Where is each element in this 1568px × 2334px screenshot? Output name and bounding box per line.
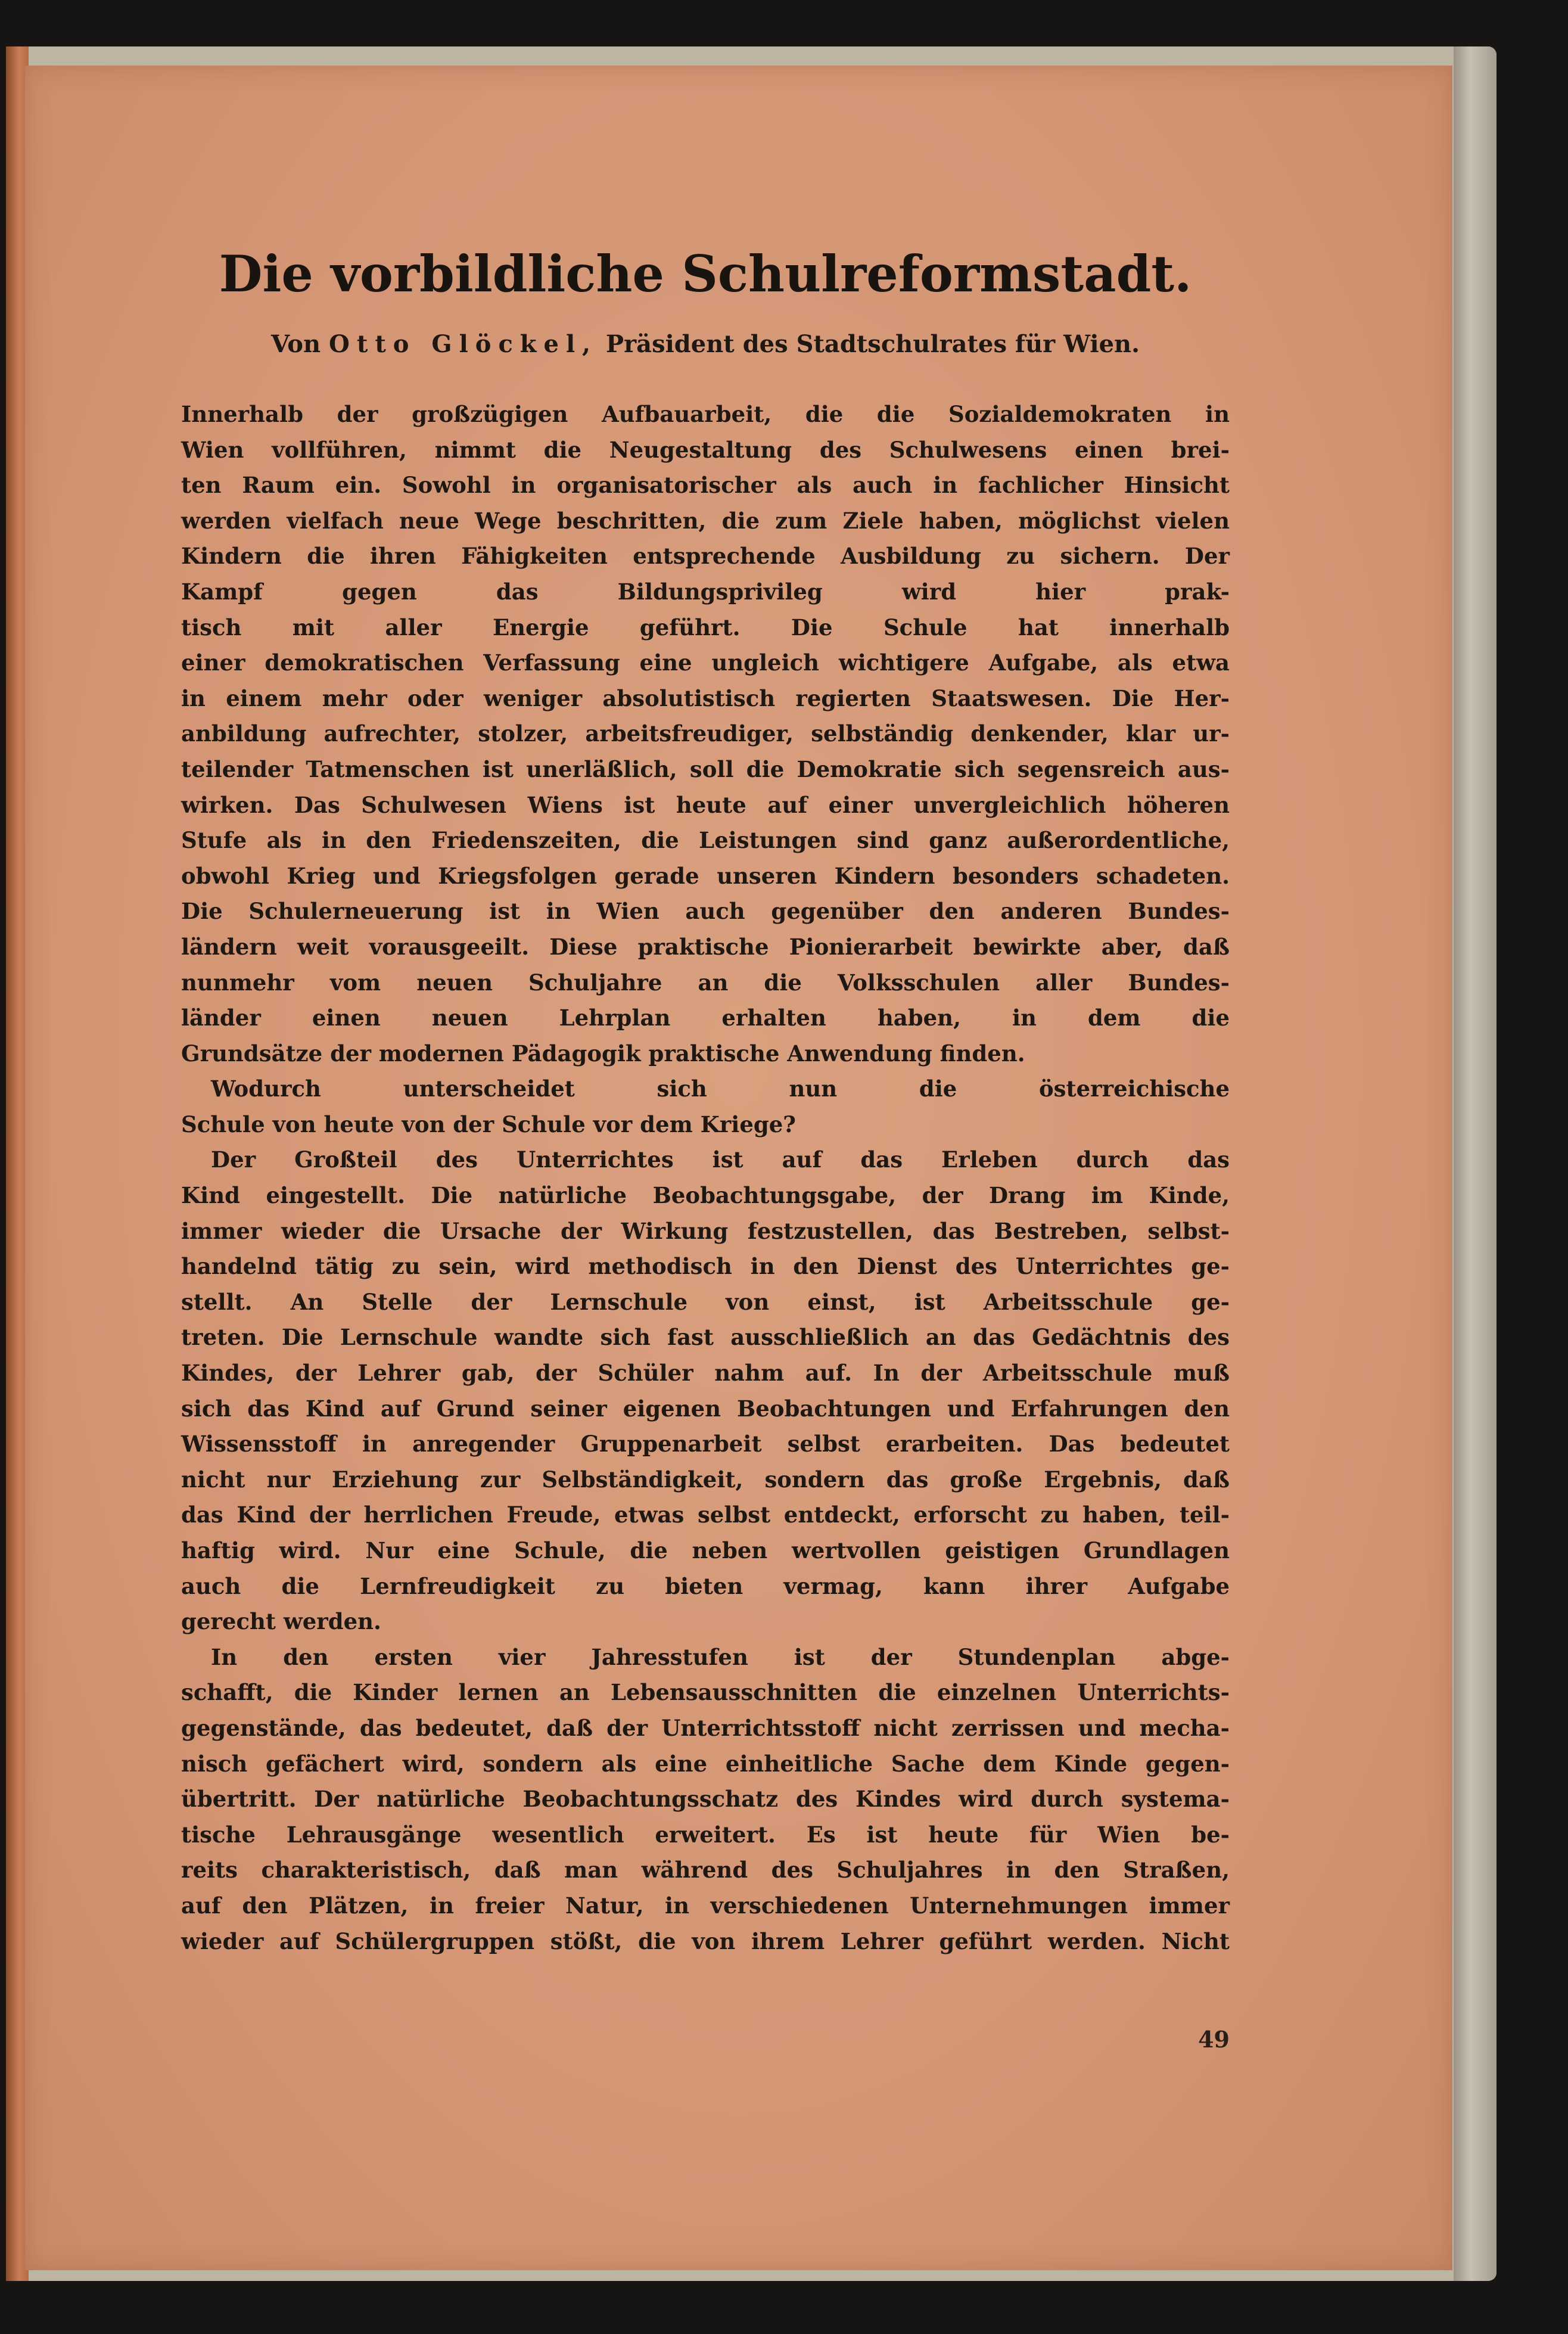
text-line: Kind eingestellt. Die natürliche Beobachtungsgabe, der Drang im Kinde, (181, 1182, 1230, 1209)
page-number: 49 (1198, 2026, 1230, 2053)
text-line: haftig wird. Nur eine Schule, die neben wertvollen geistigen Grundlagen (181, 1537, 1230, 1564)
text-line: In den ersten vier Jahresstufen ist der Stundenplan abge- (211, 1643, 1230, 1670)
text-line: auf den Plätzen, in freier Natur, in verschiedenen Unternehmungen immer (181, 1892, 1230, 1919)
text-line: Innerhalb der großzügigen Aufbauarbeit, die die Sozialdemokraten in (181, 401, 1230, 427)
byline-author: Otto Glöckel, (329, 330, 598, 358)
text-line: in einem mehr oder weniger absolutistisch regierten Staatswesen. Die Her- (181, 685, 1230, 711)
text-line: gerecht werden. (181, 1608, 381, 1635)
text-line: handelnd tätig zu sein, wird methodisch in den Dienst des Unterrichtes ge- (181, 1253, 1230, 1280)
text-line: wieder auf Schülergruppen stößt, die von ihrem Lehrer geführt werden. Nicht (181, 1928, 1230, 1954)
text-line: Wien vollführen, nimmt die Neugestaltung des Schulwesens einen brei- (181, 436, 1230, 463)
book-page (25, 66, 1452, 2270)
book-board-edge (1454, 46, 1497, 2281)
byline-rest: Präsident des Stadtschulrates für Wien. (606, 330, 1140, 358)
text-line: Kampf gegen das Bildungsprivileg wird hier prak- (181, 578, 1230, 605)
article-body (181, 397, 1230, 1959)
text-line: einer demokratischen Verfassung eine ungleich wichtigere Aufgabe, als etwa (181, 649, 1230, 676)
text-line: reits charakteristisch, daß man während des Schuljahres in den Straßen, (181, 1857, 1230, 1884)
text-line: tisch mit aller Energie geführt. Die Schule hat innerhalb (181, 614, 1230, 641)
text-line: Kindern die ihren Fähigkeiten entsprechende Ausbildung zu sichern. Der (181, 543, 1230, 570)
text-line: gegenstände, das bedeutet, daß der Unterrichtsstoff nicht zerrissen und mecha- (181, 1714, 1230, 1741)
text-line: Grundsätze der modernen Pädagogik praktische Anwendung finden. (181, 1040, 1025, 1067)
text-line: teilender Tatmenschen ist unerläßlich, soll die Demokratie sich segensreich aus- (181, 756, 1230, 782)
text-line: Schule von heute von der Schule vor dem Kriege? (181, 1111, 796, 1138)
text-line: ländern weit vorausgeeilt. Diese praktische Pionierarbeit bewirkte aber, daß (181, 933, 1230, 960)
text-line: immer wieder die Ursache der Wirkung festzustellen, das Bestreben, selbst- (181, 1217, 1230, 1244)
byline-prefix: Von (270, 330, 321, 358)
article-byline (181, 330, 1230, 358)
text-line: anbildung aufrechter, stolzer, arbeitsfreudiger, selbständig denkender, klar ur- (181, 720, 1230, 747)
text-line: Wissensstoff in anregender Gruppenarbeit selbst erarbeiten. Das bedeutet (181, 1431, 1230, 1457)
text-line: Wodurch unterscheidet sich nun die österreichische (211, 1076, 1230, 1102)
text-line: auch die Lernfreudigkeit zu bieten vermag, kann ihrer Aufgabe (181, 1572, 1230, 1599)
text-line: ten Raum ein. Sowohl in organisatorischer als auch in fachlicher Hinsicht (181, 472, 1230, 499)
text-line: übertritt. Der natürliche Beobachtungsschatz des Kindes wird durch systema- (181, 1786, 1230, 1813)
text-line: nisch gefächert wird, sondern als eine einheitliche Sache dem Kinde gegen- (181, 1750, 1230, 1777)
text-line: nicht nur Erziehung zur Selbständigkeit, sondern das große Ergebnis, daß (181, 1466, 1230, 1493)
text-line: schafft, die Kinder lernen an Lebensausschnitten die einzelnen Unterrichts- (181, 1679, 1230, 1706)
text-line: Kindes, der Lehrer gab, der Schüler nahm auf. In der Arbeitsschule muß (181, 1360, 1230, 1387)
text-line: länder einen neuen Lehrplan erhalten haben, in dem die (181, 1005, 1230, 1031)
text-line: obwohl Krieg und Kriegsfolgen gerade unseren Kindern besonders schadeten. (181, 862, 1230, 889)
text-line: werden vielfach neue Wege beschritten, die zum Ziele haben, möglichst vielen (181, 507, 1230, 534)
article-title: Die vorbildliche Schulreformstadt. (219, 244, 1192, 303)
text-line: stellt. An Stelle der Lernschule von einst, ist Arbeitsschule ge- (181, 1288, 1230, 1315)
text-line: nunmehr vom neuen Schuljahre an die Volksschulen aller Bundes- (181, 969, 1230, 996)
text-line: sich das Kind auf Grund seiner eigenen Beobachtungen und Erfahrungen den (181, 1395, 1230, 1422)
text-line: Die Schulerneuerung ist in Wien auch gegenüber den anderen Bundes- (181, 898, 1230, 925)
text-line: wirken. Das Schulwesen Wiens ist heute auf einer unvergleichlich höheren (181, 791, 1230, 818)
text-line: das Kind der herrlichen Freude, etwas selbst entdeckt, erforscht zu haben, teil- (181, 1502, 1230, 1528)
text-line: treten. Die Lernschule wandte sich fast ausschließlich an das Gedächtnis des (181, 1324, 1230, 1351)
text-line: tische Lehrausgänge wesentlich erweitert. Es ist heute für Wien be- (181, 1821, 1230, 1848)
text-line: Stufe als in den Friedenszeiten, die Leistungen sind ganz außerordentliche, (181, 827, 1230, 854)
text-line: Der Großteil des Unterrichtes ist auf das Erleben durch das (211, 1146, 1230, 1173)
